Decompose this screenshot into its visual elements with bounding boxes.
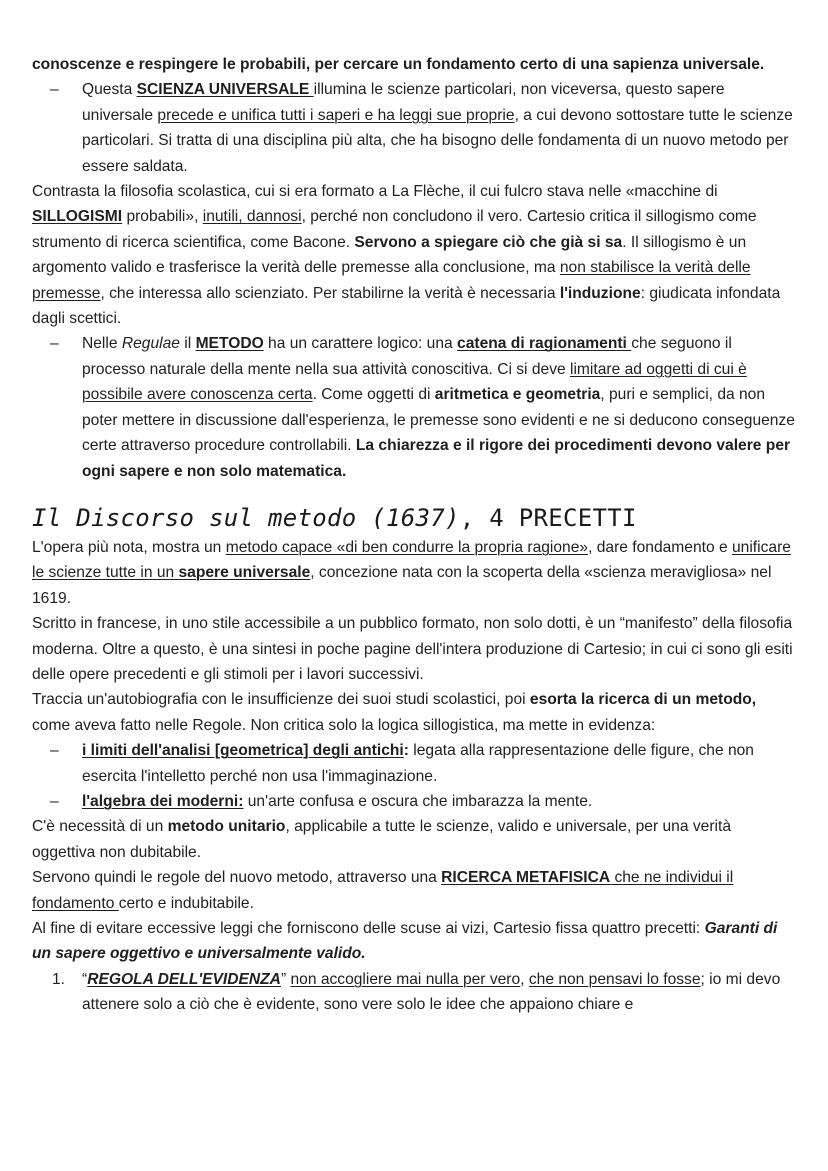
paragraph-autobiografia [32, 687, 798, 738]
text: che seguono il processo naturale della mente nella sua attività conoscitiva. Ci si deve [82, 335, 732, 378]
bold-text: Servono a spiegare ciò che già si sa [354, 233, 623, 251]
document-page [32, 52, 798, 1018]
underlined-text: precede e unifica tutti i saperi e ha leggi sue proprie [157, 106, 515, 124]
text: Traccia un'autobiografia con le insufficienze dei suoi studi scolastici, poi [32, 691, 530, 709]
underlined-term: sapere universale [178, 564, 311, 582]
text: certo e indubitabile. [118, 894, 254, 912]
text: “ [82, 970, 88, 988]
underlined-text: non accogliere mai nulla per vero [290, 970, 521, 988]
text: . Il sillogismo è un argomento valido e trasferisce la verità delle premesse alla conclusione, ma [32, 233, 747, 277]
text: il [179, 335, 196, 353]
text: , puri e semplici, da non poter mettere in discussione dall'esperienza, le premesse sono evidenti e ne si deducono conseguenze certe attraverso procedure controllabili. [82, 386, 795, 455]
numbered-item-1 [32, 967, 798, 1018]
text: , dare fondamento e [588, 538, 732, 556]
text: , applicabile a tutte le scienze, valido e universale, per una verità oggettiva non dubitabile. [32, 818, 731, 861]
paragraph-opera [32, 535, 798, 611]
bullet-scienza-universale [32, 77, 798, 179]
text: probabili», [122, 208, 203, 226]
text: Nelle [82, 335, 122, 353]
underlined-term: catena di ragionamenti [457, 335, 632, 353]
text: . Come oggetti di [312, 386, 435, 404]
bold-text: l'induzione [559, 284, 641, 302]
text: , a cui devono sottostare tutte le scienze particolari. Si tratta di una disciplina più alta, che ha bisogno delle fondamenta di un nuovo metodo per essere saldata. [82, 106, 793, 175]
text: come aveva fatto nelle Regole. Non critica solo la logica sillogistica, ma mette in evidenza: [32, 716, 656, 734]
text: ” [280, 970, 291, 988]
heading-plain: , 4 PRECETTI [459, 503, 637, 532]
bullet-analisi-antichi [32, 738, 798, 789]
paragraph-francese: Scritto in francese, in uno stile accessibile a un pubblico formato, non solo dotti, è un “manifesto” della filosofia moderna. Oltre a questo, è una sintesi in poche pagine dell'intera produzione di Cartesio; in cui ci sono gli esiti delle opere precedenti e gli stimoli per i lavori successivi. [32, 615, 793, 683]
bold-text: esorta la ricerca di un metodo, [529, 691, 757, 709]
underlined-term: METODO [195, 335, 264, 353]
item-number: 1. [52, 970, 66, 988]
section-heading [32, 502, 798, 535]
bullet-metodo-regulae [32, 331, 798, 483]
paragraph-precetti [32, 916, 798, 967]
bold-text: metodo unitario [167, 818, 286, 836]
underlined-text: che non pensavi lo fosse [528, 970, 701, 988]
underlined-term: SCIENZA UNIVERSALE [136, 81, 314, 99]
text: C'è necessità di un [32, 818, 168, 836]
paragraph-metodo-unitario [32, 814, 798, 865]
text: L'opera più nota, mostra un [32, 538, 226, 556]
underlined-term: SILLOGISMI [32, 208, 123, 226]
text: Questa [82, 81, 137, 99]
bold-text: conoscenze e respingere le probabili, per cercare un fondamento certo di una sapienza universale. [32, 56, 765, 73]
paragraph-sillogismi [32, 179, 798, 331]
italic-text: Regulae [121, 335, 180, 353]
underlined-text: unificare le scienze tutte in un [32, 538, 791, 582]
underlined-term: RICERCA METAFISICA [441, 869, 611, 887]
underlined-text: che ne individui il fondamento [32, 869, 734, 912]
text: , concezione nata con la scoperta della «scienza meravigliosa» nel 1619. [32, 564, 772, 607]
bullet-algebra-moderni [32, 789, 798, 814]
bold-text: : [403, 742, 409, 760]
dash-bullet: – [50, 792, 59, 810]
underlined-text: non stabilisce la verità delle premesse [32, 259, 751, 302]
text: , perché non concludono il vero. Cartesio critica il sillogismo come strumento di ricerca scientifica, come Bacone. [32, 208, 757, 251]
dash-bullet: – [50, 742, 59, 760]
text: Al fine di evitare eccessive leggi che forniscono delle scuse ai vizi, Cartesio fissa quattro precetti: [32, 920, 705, 937]
text: ; io mi devo attenere solo a ciò che è evidente, sono vere solo le idee che appaiono chiare e [82, 970, 781, 1014]
underlined-text: metodo capace «di ben condurre la propria ragione» [225, 538, 589, 556]
bold-italic-text: Garanti di un sapere oggettivo e universalmente valido. [32, 920, 778, 963]
paragraph-ricerca-metafisica [32, 865, 798, 916]
text: Contrasta la filosofia scolastica, cui si era formato a La Flèche, il cui fulcro stava nelle «macchine di [32, 183, 718, 201]
dash-bullet: – [50, 335, 59, 353]
bold-text: La chiarezza e il rigore dei procedimenti devono valere per ogni sapere e non solo matematica. [82, 437, 791, 480]
text: illumina le scienze particolari, non viceversa, questo sapere universale [82, 81, 725, 124]
text: : giudicata infondata dagli scettici. [32, 284, 781, 328]
bold-text: aritmetica e geometria [434, 386, 601, 404]
dash-bullet: – [50, 81, 59, 99]
text: legata alla rappresentazione delle figure, che non esercita l'intelletto perché non usa l'immaginazione. [82, 742, 754, 785]
text: Servono quindi le regole del nuovo metodo, attraverso una [32, 869, 442, 887]
underlined-term: i limiti dell'analisi [geometrica] degli antichi [82, 742, 404, 760]
paragraph-intro [32, 52, 798, 77]
text: ha un carattere logico: una [263, 335, 458, 353]
underlined-term: REGOLA DELL'EVIDENZA [87, 970, 281, 988]
text: , che interessa allo scienziato. Per stabilirne la verità è necessaria [100, 284, 560, 302]
text: un'arte confusa e oscura che imbarazza la mente. [243, 792, 593, 810]
underlined-text: limitare ad oggetti di cui è possibile avere conoscenza certa [82, 360, 747, 404]
heading-italic: Il Discorso sul metodo (1637) [32, 503, 460, 532]
underlined-term: l'algebra dei moderni: [82, 792, 244, 810]
text: , [520, 970, 529, 988]
underlined-text: inutili, dannosi [202, 208, 302, 226]
